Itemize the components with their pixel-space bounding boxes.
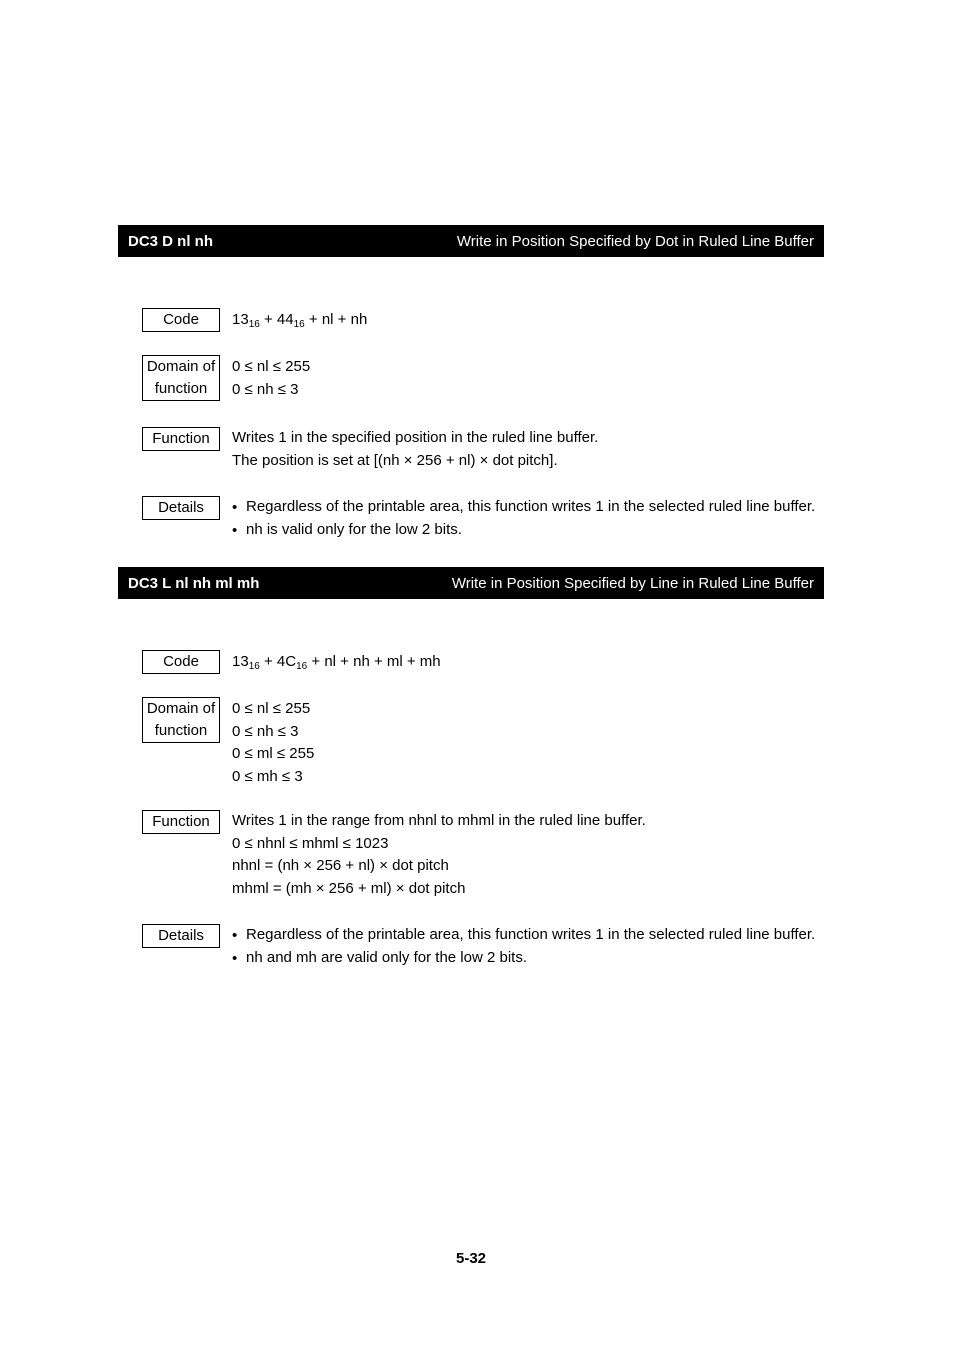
code-label: Code [142,308,220,332]
list-item: • nh and mh are valid only for the low 2 bits. [232,948,527,967]
command-title: Write in Position Specified by Dot in Ruled Line Buffer [456,232,814,250]
details-label: Details [142,496,220,520]
code-label: Code [142,650,220,674]
domain-label: Domain of function [142,697,220,743]
domain-label: Domain of function [142,355,220,401]
code-value: $13_{16} + 44_{16}$ + nl + nh [232,311,368,330]
details-label: Details [142,924,220,948]
command-name: DC3 L nl nh ml mh [128,574,260,592]
list-item: • Regardless of the printable area, this function writes 1 in the selected ruled line buffer. [232,926,816,944]
section-header [118,567,824,599]
function-label: Function [142,810,220,834]
function-value: Writes 1 in the range from nhnl to mhml in the ruled line buffer. 0 ≤ nhnl ≤ mhml ≤ 1023 nhnl = (nh × 256 + nl) × dot pitch mhml = (mh × 256 + ml) × dot pitch [232,812,646,897]
command-name: DC3 D nl nh [128,232,213,250]
domain-value: 0 ≤ nl ≤ 255 0 ≤ nh ≤ 3 [232,358,311,398]
command-title: Write in Position Specified by Line in Ruled Line Buffer [451,574,814,592]
details-value [232,497,822,542]
code-value: $13_{16} + 4C_{16}$ + nl + nh + ml + mh [232,653,441,672]
list-item: • nh is valid only for the low 2 bits. [232,520,462,539]
list-item: • Regardless of the printable area, this function writes 1 in the selected ruled line buffer. [232,498,816,516]
section-header [118,225,824,257]
page-number: 5-32 [455,1250,487,1267]
domain-value: 0 ≤ nl ≤ 255 0 ≤ nh ≤ 3 0 ≤ ml ≤ 255 0 ≤ mh ≤ 3 [232,700,315,785]
details-value [232,925,822,970]
function-label: Function [142,427,220,451]
command-section-dc3-l [118,567,824,967]
command-section-dc3-d [118,225,824,539]
function-value: Writes 1 in the specified position in the ruled line buffer. The position is set at [(nh × 256 + nl) × dot pitch]. [232,429,599,469]
